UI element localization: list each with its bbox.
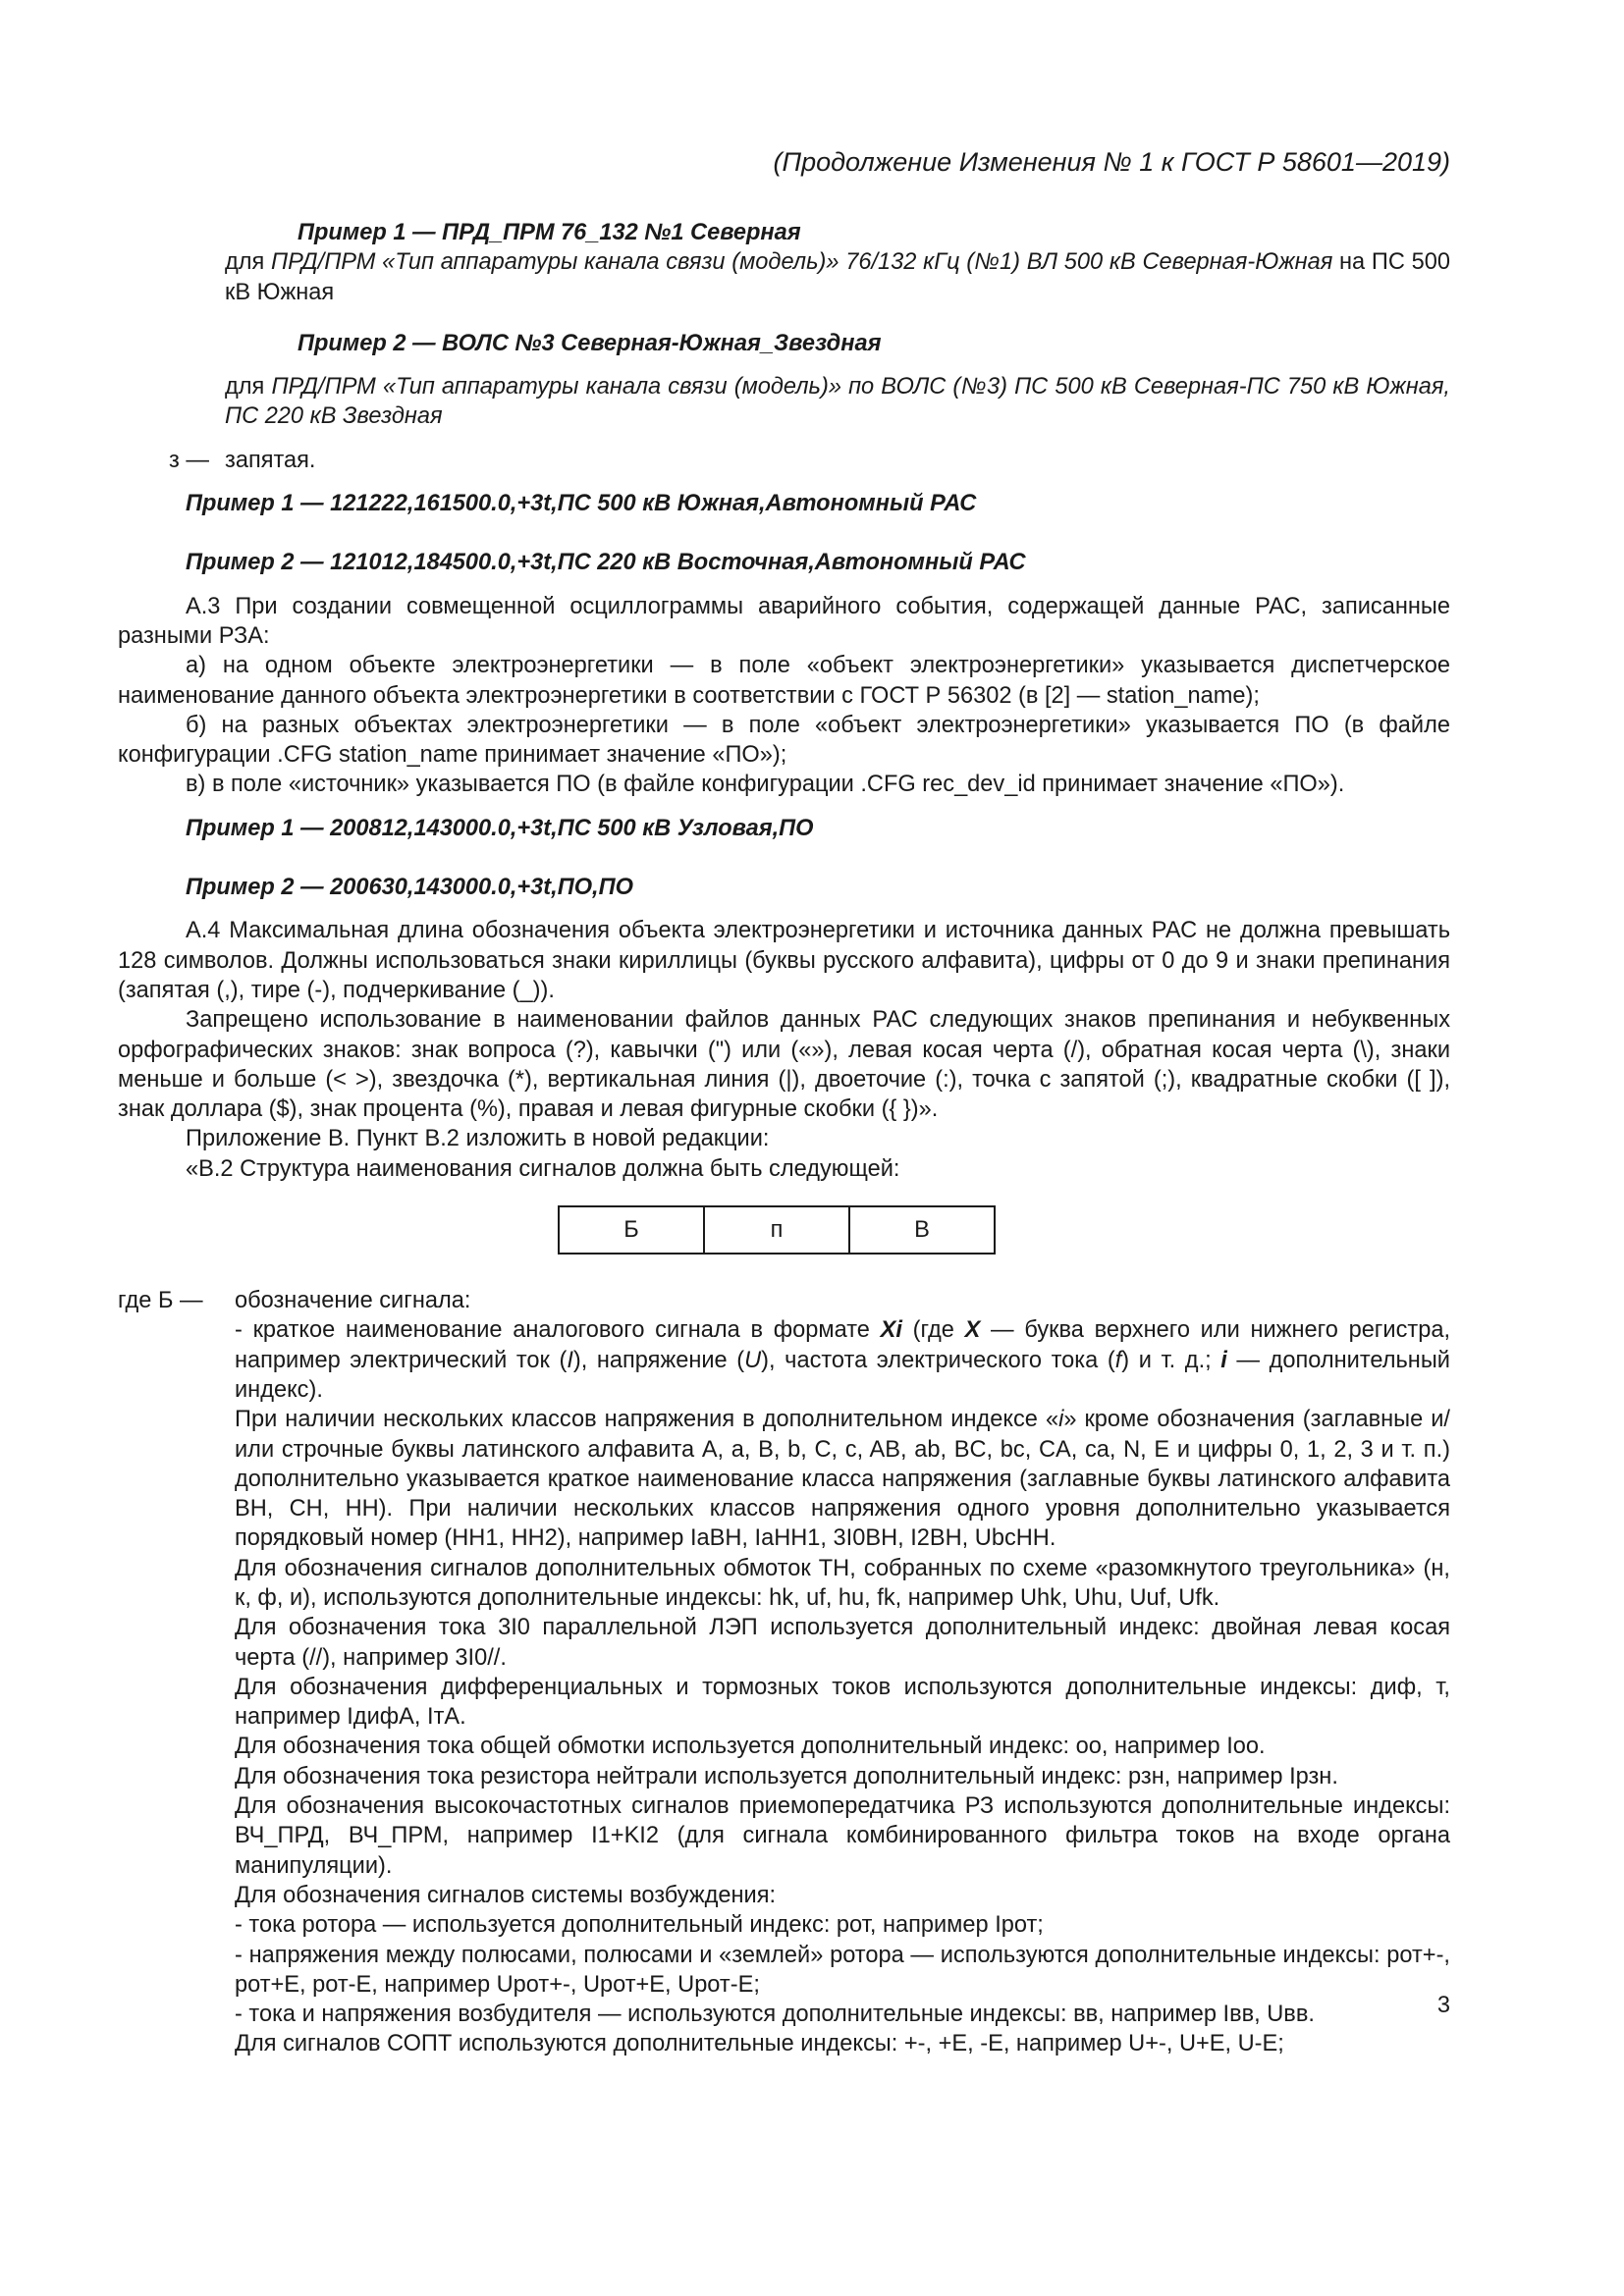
list-item-z: з — запятая. <box>169 447 316 473</box>
structure-table <box>558 1205 996 1255</box>
document-body <box>118 218 1450 2059</box>
table-cell: Б <box>559 1206 704 1254</box>
example-title: Пример 2 — ВОЛС №3 Северная-Южная_Звездная <box>298 330 882 356</box>
list-item-c: в) в поле «источник» указывается ПО (в файле конфигурации .CFG rec_dev_id принимает значение «ПО»). <box>186 772 1345 798</box>
example-line: Пример 2 — 200630,143000.0,+3t,ПО,ПО <box>186 875 633 901</box>
paragraph: Приложение В. Пункт В.2 изложить в новой редакции: <box>186 1126 770 1152</box>
list-item-b: б) на разных объектах электроэнергетики — в поле «объект электроэнергетики» указывается ПО (в файле конфигурации .CFG station_name принимает значение «ПО»); <box>118 712 1450 769</box>
definition-paragraph: Для сигналов СОПТ используются дополнительные индексы: +-, +Е, -Е, например U+-, U+E, U-E; <box>235 2031 1284 2057</box>
definition-paragraph: - напряжения между полюсами, полюсами и «землей» ротора — используются дополнительные индексы: рот+-, рот+Е, рот-Е, например Uрот+-, Uрот+Е, Uрот-Е; <box>235 1942 1450 1998</box>
example-title: Пример 1 — ПРД_ПРМ 76_132 №1 Северная <box>298 220 801 245</box>
paragraph-a4: А.4 Максимальная длина обозначения объекта электроэнергетики и источника данных РАС не должна превышать 128 символов. Должны использоваться знаки кириллицы (буквы русского алфавита), цифры от 0 до 9 и знаки препинания (запятая (,), тире (-), подчеркивание (_)). <box>118 918 1450 1003</box>
definition-paragraph: Для обозначения тока резистора нейтрали используется дополнительный индекс: рзн, например Iрзн. <box>235 1763 1338 1789</box>
paragraph: Запрещено использование в наименовании файлов данных РАС следующих знаков препинания и небуквенных орфографических знаков: знак вопроса (?), кавычки (") или («»), левая косая черта (/), обратная косая черта (\), знаки меньше и больше (< >), звездочка (*), вертикальная линия (|), двоеточие (:), точка с запятой (;), квадратные скобки ([ ]), знак доллара ($), знак процента (%), правая и левая фигурные скобки ({ })». <box>118 1007 1450 1123</box>
paragraph: «В.2 Структура наименования сигналов должна быть следующей: <box>186 1155 900 1182</box>
definition-paragraph: При наличии нескольких классов напряжения в дополнительном индексе «i» кроме обозначения (заглавные и/или строчные буквы латинского алфавита A, a, B, b, C, c, AB, ab, BC, bc, CA, ca, N, E и цифры 0, 1, 2, 3 и т. п.) дополнительно указывается краткое наименование класса напряжения (заглавные буквы латинского алфавита ВН, СН, НН). При наличии нескольких классов напряжения одного уровня дополнительно указывается порядковый номер (НН1, НН2), например IaВН, IaНН1, 3I0ВН, I2ВН, UbcНН. <box>235 1407 1450 1552</box>
definition-paragraph: - краткое наименование аналогового сигнала в формате Xi (где X — буква верхнего или нижнего регистра, например электрический ток (I), напряжение (U), частота электрического тока (f) и т. д.; i — дополнительный индекс). <box>235 1317 1450 1403</box>
list-item-a: а) на одном объекте электроэнергетики — в поле «объект электроэнергетики» указывается диспетчерское наименование данного объекта электроэнергетики в соответствии с ГОСТ Р 56302 (в [2] — station_name); <box>118 653 1450 709</box>
paragraph-a3: А.3 При создании совмещенной осциллограммы аварийного события, содержащей данные РАС, записанные разными РЗА: <box>118 593 1450 649</box>
definition-paragraph: Для обозначения сигналов системы возбуждения: <box>235 1882 777 1908</box>
page-number: 3 <box>1436 1993 1450 2018</box>
example-text: для ПРД/ПРМ «Тип аппаратуры канала связи (модель)» по ВОЛС (№3) ПС 500 кВ Северная-ПС 750 кВ Южная, ПС 220 кВ Звездная <box>225 374 1450 430</box>
definition-paragraph: Для обозначения дифференциальных и тормозных токов используются дополнительные индексы: диф, т, например IдифА, IтА. <box>235 1674 1450 1731</box>
definition-paragraph: Для обозначения высокочастотных сигналов приемопередатчика РЗ используются дополнительные индексы: ВЧ_ПРД, ВЧ_ПРМ, например I1+KI2 (для сигнала комбинированного фильтра токов на входе органа манипуляции). <box>235 1793 1450 1879</box>
definition-paragraph: - тока ротора — используется дополнительный индекс: рот, например Iрот; <box>235 1912 1044 1939</box>
page-header: (Продолжение Изменения № 1 к ГОСТ Р 58601—2019) <box>773 147 1450 177</box>
example-line: Пример 1 — 121222,161500.0,+3t,ПС 500 кВ Южная,Автономный РАС <box>186 491 977 517</box>
definition-paragraph: - тока и напряжения возбудителя — используются дополнительные индексы: вв, например Iвв, Uвв. <box>235 2002 1315 2028</box>
example-text: для ПРД/ПРМ «Тип аппаратуры канала связи (модель)» 76/132 кГц (№1) ВЛ 500 кВ Северная-Южная на ПС 500 кВ Южная <box>225 249 1450 305</box>
definition-paragraph: Для обозначения тока общей обмотки используется дополнительный индекс: оо, например Iоо. <box>235 1734 1266 1760</box>
table-cell: п <box>704 1206 849 1254</box>
table-cell: В <box>849 1206 995 1254</box>
definition-where: где Б — обозначение сигнала: <box>118 1288 471 1314</box>
example-line: Пример 2 — 121012,184500.0,+3t,ПС 220 кВ Восточная,Автономный РАС <box>186 550 1026 576</box>
definition-paragraph: Для обозначения тока 3I0 параллельной ЛЭП используется дополнительный индекс: двойная левая косая черта (//), например 3I0//. <box>235 1615 1450 1671</box>
example-line: Пример 1 — 200812,143000.0,+3t,ПС 500 кВ Узловая,ПО <box>186 815 814 841</box>
definition-paragraph: Для обозначения сигналов дополнительных обмоток ТН, собранных по схеме «разомкнутого треугольника» (н, к, ф, и), используются дополнительные индексы: hk, uf, hu, fk, например Uhk, Uhu, Uuf, Ufk. <box>235 1555 1450 1611</box>
